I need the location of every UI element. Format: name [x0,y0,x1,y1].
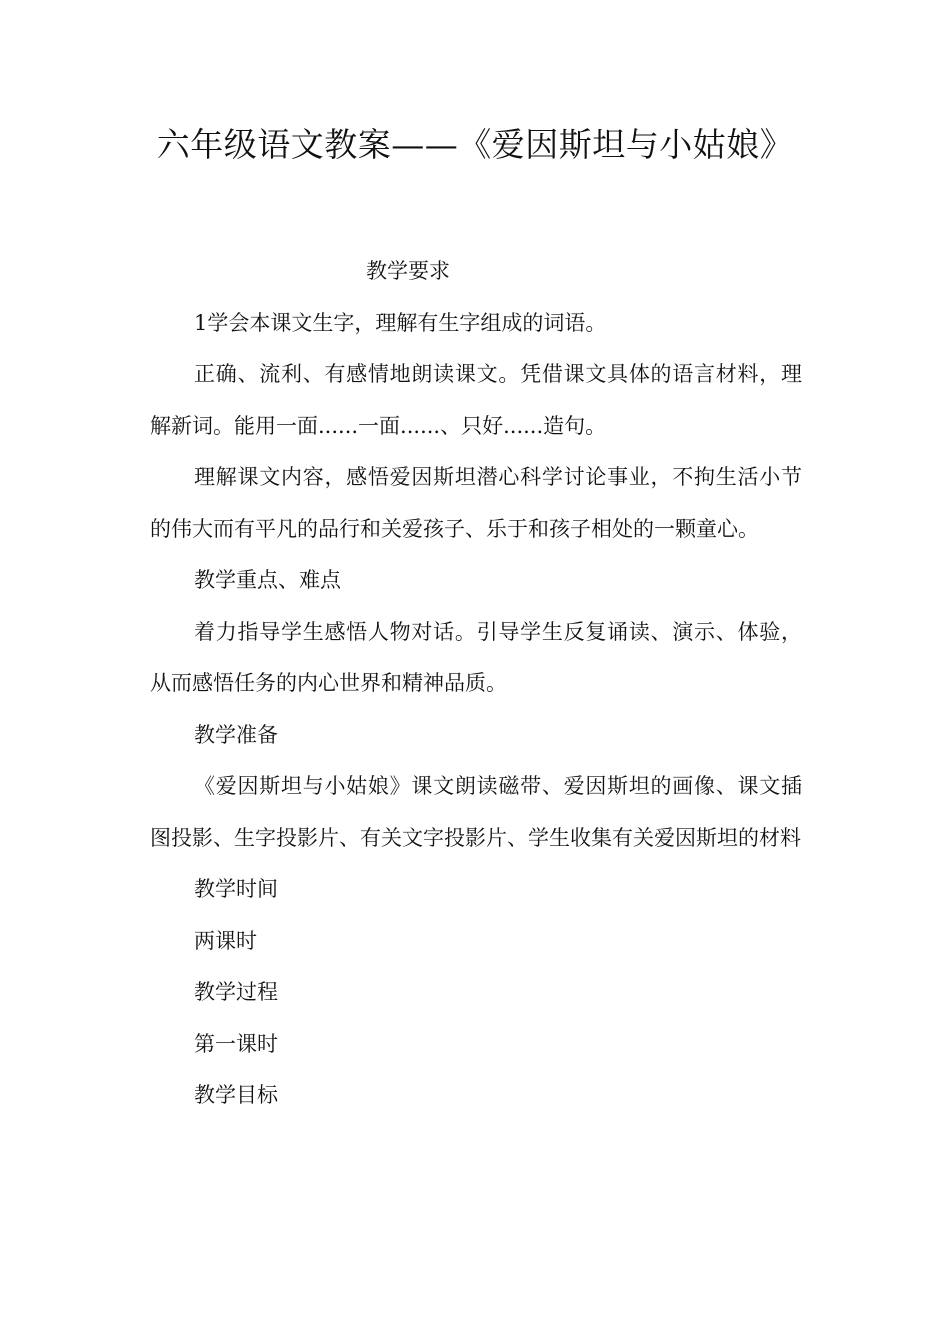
section-heading-key-points: 教学重点、难点 [194,568,341,592]
section-heading-objectives: 教学目标 [194,1083,278,1107]
paragraph-preparation: 《爱因斯坦与小姑娘》课文朗读磁带、爱因斯坦的画像、课文插图投影、生字投影片、有关文字投影片、学生收集有关爱因斯坦的材料 [150,774,802,850]
paragraph-goal-2: 正确、流利、有感情地朗读课文。凭借课文具体的语言材料，理解新词。能用一面......一面......、只好......造句。 [150,362,802,438]
section-heading-process: 教学过程 [194,980,278,1004]
paragraph-key-points: 着力指导学生感悟人物对话。引导学生反复诵读、演示、体验，从而感悟任务的内心世界和精神品质。 [150,619,802,695]
document-title: 六年级语文教案——《爱因斯坦与小姑娘》 [156,125,794,164]
section-heading-time: 教学时间 [194,877,278,901]
document-body [150,246,802,1122]
section-heading-preparation: 教学准备 [194,722,278,747]
section-heading-first-lesson: 第一课时 [194,1031,278,1056]
section-heading-requirements: 教学要求 [366,259,450,283]
paragraph-goal-1: 1学会本课文生字，理解有生字组成的词语。 [194,310,607,335]
paragraph-time: 两课时 [194,928,257,953]
paragraph-goal-3: 理解课文内容，感悟爱因斯坦潜心科学讨论事业，不拘生活小节的伟大而有平凡的品行和关爱孩子、乐于和孩子相处的一颗童心。 [150,465,802,541]
